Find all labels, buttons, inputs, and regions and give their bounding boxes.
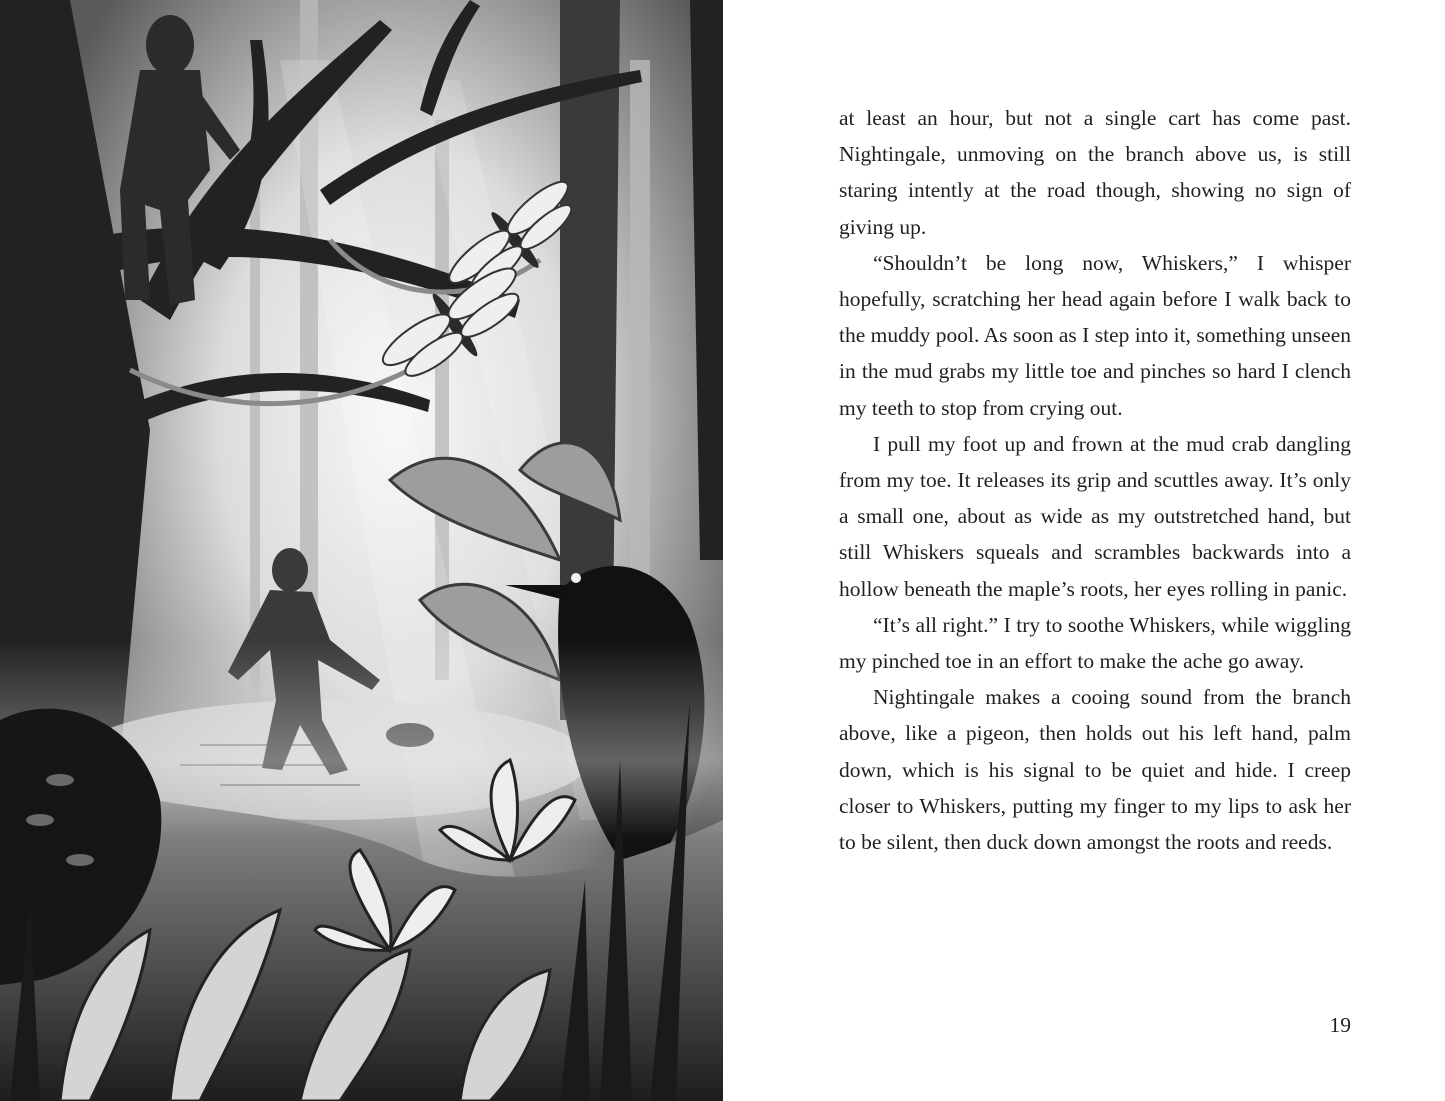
- paragraph-continued: at least an hour, but not a single cart has come past. Nightingale, unmoving on the branch above us, is still staring intently at the road though, showing no sign of giving up.: [839, 106, 1351, 239]
- paragraph: Nightingale makes a cooing sound from the branch above, like a pigeon, then holds out his left hand, palm down, which is his signal to be quiet and hide. I creep closer to Whiskers, putting my finger to my lips to ask her to be silent, then duck down amongst the roots and reeds.: [839, 685, 1351, 855]
- page-number: 19: [1329, 1013, 1351, 1037]
- paragraph: I pull my foot up and frown at the mud crab dangling from my toe. It releases its grip and scuttles away. It’s only a small one, about as wide as my outstretched hand, but still Whiskers squeals and scrambles backwards into a hollow beneath the maple’s roots, her eyes rolling in panic.: [839, 431, 1351, 601]
- body-text: [839, 100, 1351, 860]
- text-page: [723, 0, 1445, 1101]
- paragraph: “It’s all right.” I try to soothe Whiskers, while wiggling my pinched toe in an effort to make the ache go away.: [839, 612, 1351, 674]
- paragraph: “Shouldn’t be long now, Whiskers,” I whisper hopefully, scratching her head again before I walk back to the muddy pool. As soon as I step into it, something unseen in the mud grabs my little toe and pinches so hard I clench my teeth to stop from crying out.: [839, 250, 1351, 420]
